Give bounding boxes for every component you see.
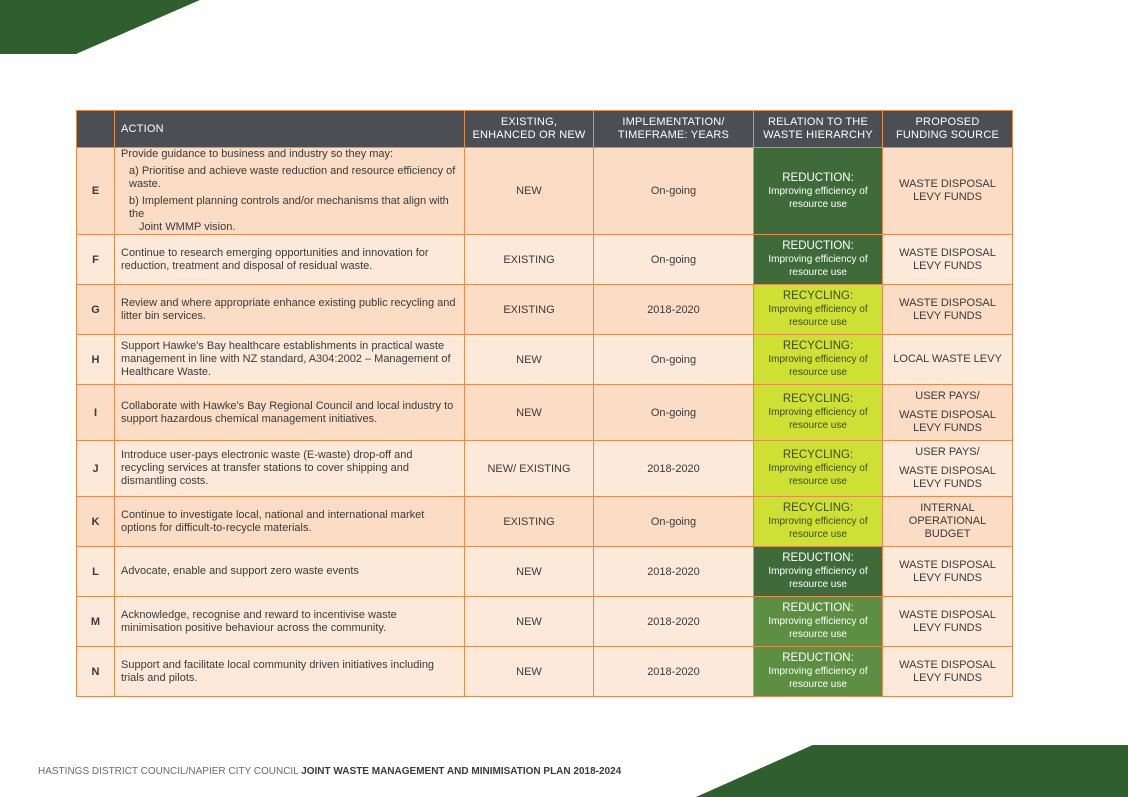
row-timeframe: 2018-2020 bbox=[594, 285, 754, 335]
hierarchy-label: RECYCLING: bbox=[782, 393, 854, 405]
row-action-item-b: b) Implement planning controls and/or mechanisms that align with the bbox=[129, 195, 449, 220]
row-status: NEW bbox=[465, 547, 594, 597]
hierarchy-desc: Improving efficiency of resource use bbox=[768, 407, 868, 431]
row-action-intro: Provide guidance to business and industry so they may: bbox=[121, 148, 394, 160]
row-letter: E bbox=[77, 148, 115, 235]
table-row bbox=[77, 285, 1013, 335]
hierarchy-label: REDUCTION: bbox=[782, 652, 854, 664]
row-funding: WASTE DISPOSAL LEVY FUNDS bbox=[883, 547, 1013, 597]
row-timeframe: 2018-2020 bbox=[594, 547, 754, 597]
row-timeframe: 2018-2020 bbox=[594, 441, 754, 497]
hierarchy-desc: Improving efficiency of resource use bbox=[768, 354, 868, 378]
row-letter: G bbox=[77, 285, 115, 335]
table-row bbox=[77, 547, 1013, 597]
row-funding: WASTE DISPOSAL LEVY FUNDS bbox=[883, 647, 1013, 697]
row-action bbox=[115, 148, 465, 235]
row-letter: K bbox=[77, 497, 115, 547]
hierarchy-label: RECYCLING: bbox=[782, 449, 854, 461]
row-hierarchy bbox=[754, 597, 883, 647]
hierarchy-desc: Improving efficiency of resource use bbox=[768, 185, 868, 210]
decorative-corner-bottom bbox=[696, 745, 1128, 797]
table-row bbox=[77, 335, 1013, 385]
row-funding: WASTE DISPOSAL LEVY FUNDS bbox=[883, 597, 1013, 647]
hierarchy-label: REDUCTION: bbox=[782, 552, 854, 564]
row-action: Support Hawke's Bay healthcare establishments in practical waste management in line with NZ standard, A304:2002 – Management of Healthcare Waste. bbox=[115, 335, 465, 385]
header-hierarchy: RELATION TO THE WASTE HIERARCHY bbox=[754, 111, 883, 148]
header-timeframe: IMPLEMENTATION/ TIMEFRAME: YEARS bbox=[594, 111, 754, 148]
header-action: ACTION bbox=[115, 111, 465, 148]
footer-organisation: HASTINGS DISTRICT COUNCIL/NAPIER CITY COUNCIL bbox=[38, 766, 299, 777]
funding-source: WASTE DISPOSAL LEVY FUNDS bbox=[899, 409, 996, 434]
table-row bbox=[77, 385, 1013, 441]
hierarchy-label: RECYCLING: bbox=[782, 340, 854, 352]
row-hierarchy bbox=[754, 497, 883, 547]
row-action: Acknowledge, recognise and reward to incentivise waste minimisation positive behaviour across the community. bbox=[115, 597, 465, 647]
row-funding bbox=[883, 385, 1013, 441]
row-letter: L bbox=[77, 547, 115, 597]
row-action: Continue to investigate local, national and international market options for difficult-to-recycle materials. bbox=[115, 497, 465, 547]
row-status: EXISTING bbox=[465, 285, 594, 335]
row-hierarchy bbox=[754, 148, 883, 235]
header-existing: EXISTING, ENHANCED OR NEW bbox=[465, 111, 594, 148]
table-header-row bbox=[77, 111, 1013, 148]
funding-user-pays: USER PAYS/ bbox=[915, 446, 980, 458]
row-status: NEW/ EXISTING bbox=[465, 441, 594, 497]
table-row bbox=[77, 497, 1013, 547]
row-timeframe: On-going bbox=[594, 235, 754, 285]
hierarchy-desc: Improving efficiency of resource use bbox=[768, 616, 868, 640]
footer-document-title: JOINT WASTE MANAGEMENT AND MINIMISATION PLAN 2018-2024 bbox=[301, 766, 622, 777]
row-action: Support and facilitate local community driven initiatives including trials and pilots. bbox=[115, 647, 465, 697]
table-row bbox=[77, 441, 1013, 497]
hierarchy-label: REDUCTION: bbox=[782, 240, 854, 252]
row-timeframe: On-going bbox=[594, 497, 754, 547]
row-action-item-b-cont: Joint WMMP vision. bbox=[139, 221, 236, 233]
row-funding: WASTE DISPOSAL LEVY FUNDS bbox=[883, 235, 1013, 285]
row-action: Collaborate with Hawke's Bay Regional Council and local industry to support hazardous chemical management initiatives. bbox=[115, 385, 465, 441]
row-action-item-a: a) Prioritise and achieve waste reduction and resource efficiency of waste. bbox=[129, 165, 456, 190]
row-hierarchy bbox=[754, 547, 883, 597]
decorative-corner-top bbox=[0, 0, 200, 54]
hierarchy-desc: Improving efficiency of resource use bbox=[768, 304, 868, 328]
hierarchy-desc: Improving efficiency of resource use bbox=[768, 254, 868, 278]
row-timeframe: On-going bbox=[594, 335, 754, 385]
funding-user-pays: USER PAYS/ bbox=[915, 390, 980, 402]
row-action: Introduce user-pays electronic waste (E-waste) drop-off and recycling services at transfer stations to cover shipping and dismantling costs. bbox=[115, 441, 465, 497]
row-funding: LOCAL WASTE LEVY bbox=[883, 335, 1013, 385]
row-letter: H bbox=[77, 335, 115, 385]
hierarchy-label: RECYCLING: bbox=[782, 290, 854, 302]
row-status: NEW bbox=[465, 647, 594, 697]
row-timeframe: 2018-2020 bbox=[594, 647, 754, 697]
funding-source: WASTE DISPOSAL LEVY FUNDS bbox=[899, 465, 996, 490]
header-funding: PROPOSED FUNDING SOURCE bbox=[883, 111, 1013, 148]
hierarchy-label: RECYCLING: bbox=[782, 502, 854, 514]
table-row bbox=[77, 235, 1013, 285]
table-row bbox=[77, 597, 1013, 647]
table-row bbox=[77, 148, 1013, 235]
page-footer bbox=[38, 766, 621, 777]
hierarchy-desc: Improving efficiency of resource use bbox=[768, 463, 868, 487]
row-status: EXISTING bbox=[465, 497, 594, 547]
hierarchy-label: REDUCTION: bbox=[782, 171, 854, 184]
hierarchy-desc: Improving efficiency of resource use bbox=[768, 666, 868, 690]
action-plan-table bbox=[76, 110, 1013, 697]
row-funding: WASTE DISPOSAL LEVY FUNDS bbox=[883, 148, 1013, 235]
row-action: Review and where appropriate enhance existing public recycling and litter bin services. bbox=[115, 285, 465, 335]
hierarchy-label: REDUCTION: bbox=[782, 602, 854, 614]
row-hierarchy bbox=[754, 235, 883, 285]
row-letter: F bbox=[77, 235, 115, 285]
row-hierarchy bbox=[754, 647, 883, 697]
row-hierarchy bbox=[754, 441, 883, 497]
header-letter bbox=[77, 111, 115, 148]
hierarchy-desc: Improving efficiency of resource use bbox=[768, 566, 868, 590]
table-row bbox=[77, 647, 1013, 697]
hierarchy-desc: Improving efficiency of resource use bbox=[768, 516, 868, 540]
row-letter: I bbox=[77, 385, 115, 441]
row-funding bbox=[883, 441, 1013, 497]
row-timeframe: 2018-2020 bbox=[594, 597, 754, 647]
row-status: NEW bbox=[465, 335, 594, 385]
row-status: NEW bbox=[465, 148, 594, 235]
row-funding: INTERNAL OPERATIONAL BUDGET bbox=[883, 497, 1013, 547]
row-hierarchy bbox=[754, 335, 883, 385]
row-funding: WASTE DISPOSAL LEVY FUNDS bbox=[883, 285, 1013, 335]
row-hierarchy bbox=[754, 285, 883, 335]
row-letter: N bbox=[77, 647, 115, 697]
row-action: Advocate, enable and support zero waste events bbox=[115, 547, 465, 597]
row-status: EXISTING bbox=[465, 235, 594, 285]
row-letter: J bbox=[77, 441, 115, 497]
row-status: NEW bbox=[465, 385, 594, 441]
row-hierarchy bbox=[754, 385, 883, 441]
row-timeframe: On-going bbox=[594, 148, 754, 235]
row-timeframe: On-going bbox=[594, 385, 754, 441]
row-action: Continue to research emerging opportunities and innovation for reduction, treatment and disposal of residual waste. bbox=[115, 235, 465, 285]
row-letter: M bbox=[77, 597, 115, 647]
row-status: NEW bbox=[465, 597, 594, 647]
